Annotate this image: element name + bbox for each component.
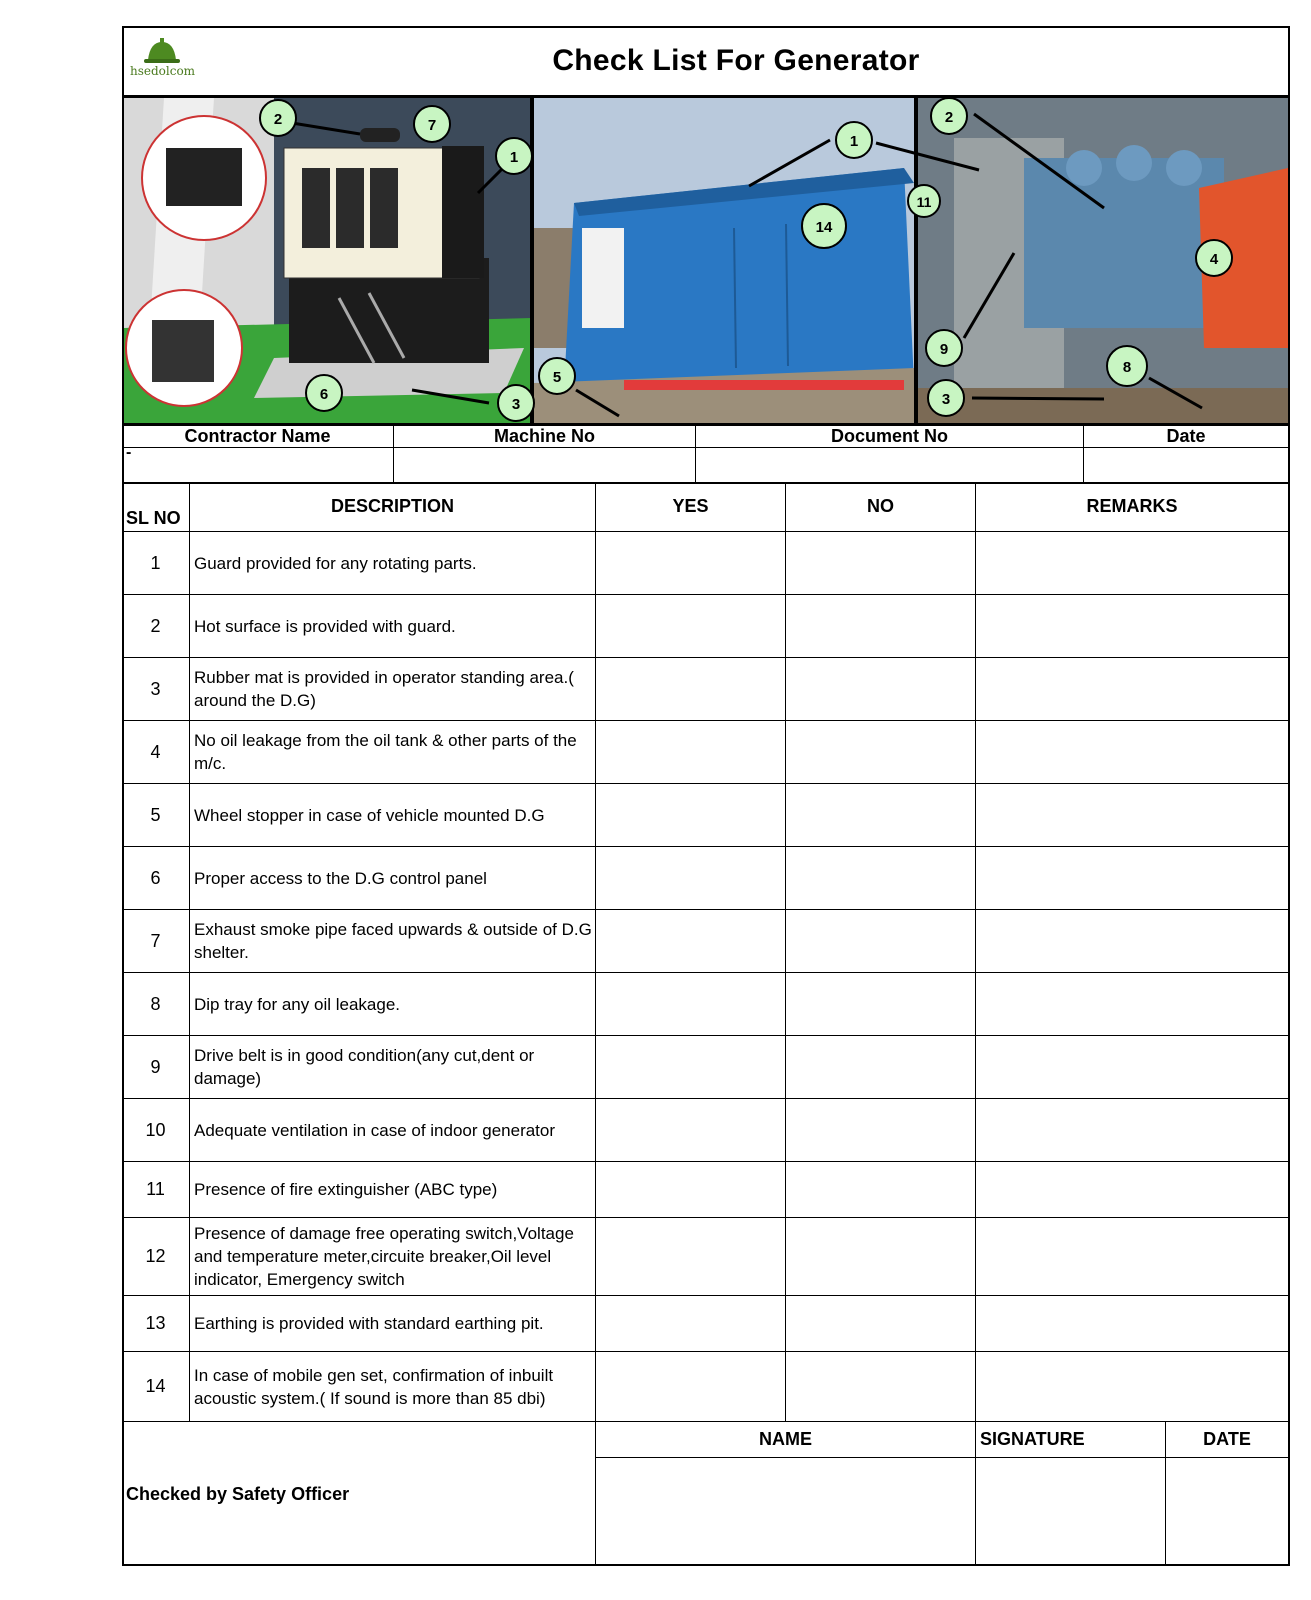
row-description: Earthing is provided with standard earthing pit. (190, 1296, 596, 1352)
row-no-cell[interactable] (786, 784, 976, 847)
marker-label: 11 (916, 194, 932, 210)
logo-text: hsedolcom (130, 64, 196, 78)
row-sl-no: 5 (122, 784, 190, 847)
row-no-cell[interactable] (786, 973, 976, 1036)
row-yes-cell[interactable] (596, 910, 786, 973)
row-sl-no: 6 (122, 847, 190, 910)
sl-no-header: SL NO (122, 484, 190, 532)
marker-label: 6 (319, 386, 329, 403)
row-remarks-cell[interactable] (976, 1099, 1288, 1162)
row-yes-cell[interactable] (596, 658, 786, 721)
row-description: Exhaust smoke pipe faced upwards & outside of D.G shelter. (190, 910, 596, 973)
row-remarks-cell[interactable] (976, 784, 1288, 847)
page-title: Check List For Generator (552, 43, 920, 77)
row-description: Presence of fire extinguisher (ABC type) (190, 1162, 596, 1218)
marker-label: 8 (1122, 359, 1132, 376)
row-sl-no: 13 (122, 1296, 190, 1352)
marker-label: 1 (849, 133, 859, 150)
footer-name-header: NAME (596, 1422, 976, 1458)
machine-no-field[interactable] (394, 448, 696, 484)
row-sl-no: 4 (122, 721, 190, 784)
row-yes-cell[interactable] (596, 532, 786, 595)
row-description: Rubber mat is provided in operator standing area.( around the D.G) (190, 658, 596, 721)
illustration-panel (124, 98, 532, 423)
row-sl-no: 10 (122, 1099, 190, 1162)
title-row (122, 26, 1290, 98)
row-remarks-cell[interactable] (976, 658, 1288, 721)
row-yes-cell[interactable] (596, 721, 786, 784)
document-no-field[interactable] (696, 448, 1084, 484)
row-remarks-cell[interactable] (976, 1296, 1288, 1352)
row-no-cell[interactable] (786, 1296, 976, 1352)
row-no-cell[interactable] (786, 658, 976, 721)
row-yes-cell[interactable] (596, 1352, 786, 1422)
row-yes-cell[interactable] (596, 847, 786, 910)
row-sl-no: 1 (122, 532, 190, 595)
exhaust-pipe (360, 128, 400, 142)
row-sl-no: 7 (122, 910, 190, 973)
row-no-cell[interactable] (786, 595, 976, 658)
row-description: Presence of damage free operating switch,Voltage and temperature meter,circuite breaker,Oil level indicator, Emergency switch (190, 1218, 596, 1296)
row-description: Wheel stopper in case of vehicle mounted D.G (190, 784, 596, 847)
logo (128, 32, 198, 92)
row-no-cell[interactable] (786, 1352, 976, 1422)
blue-generator-photo (534, 98, 944, 423)
machine-no-label: Machine No (394, 426, 696, 448)
row-yes-cell[interactable] (596, 1036, 786, 1099)
yes-header: YES (596, 484, 786, 532)
marker-label: 4 (1209, 251, 1219, 268)
row-remarks-cell[interactable] (976, 1162, 1288, 1218)
row-no-cell[interactable] (786, 910, 976, 973)
row-sl-no: 3 (122, 658, 190, 721)
contractor-name-label: Contractor Name (122, 426, 394, 448)
checked-by-label: Checked by Safety Officer (122, 1422, 596, 1566)
remarks-header: REMARKS (976, 484, 1288, 532)
row-yes-cell[interactable] (596, 1218, 786, 1296)
row-description: Proper access to the D.G control panel (190, 847, 596, 910)
row-yes-cell[interactable] (596, 973, 786, 1036)
row-remarks-cell[interactable] (976, 721, 1288, 784)
description-header: DESCRIPTION (190, 484, 596, 532)
row-sl-no: 8 (122, 973, 190, 1036)
row-no-cell[interactable] (786, 1162, 976, 1218)
row-no-cell[interactable] (786, 721, 976, 784)
marker-label: 14 (815, 219, 833, 236)
marker-label: 3 (511, 396, 521, 413)
row-sl-no: 12 (122, 1218, 190, 1296)
footer-signature-field[interactable] (976, 1458, 1166, 1566)
marker-label: 9 (939, 341, 949, 358)
marker-label: 2 (944, 109, 954, 126)
row-sl-no: 9 (122, 1036, 190, 1099)
marker-label: 2 (273, 111, 283, 128)
row-remarks-cell[interactable] (976, 847, 1288, 910)
row-remarks-cell[interactable] (976, 1218, 1288, 1296)
footer-name-field[interactable] (596, 1458, 976, 1566)
date-label: Date (1084, 426, 1288, 448)
row-yes-cell[interactable] (596, 1162, 786, 1218)
marker-label: 1 (509, 149, 519, 166)
row-no-cell[interactable] (786, 847, 976, 910)
no-header: NO (786, 484, 976, 532)
row-description: Drive belt is in good condition(any cut,dent or damage) (190, 1036, 596, 1099)
row-sl-no: 11 (122, 1162, 190, 1218)
footer-date-header: DATE (1166, 1422, 1288, 1458)
row-remarks-cell[interactable] (976, 910, 1288, 973)
row-no-cell[interactable] (786, 532, 976, 595)
row-yes-cell[interactable] (596, 784, 786, 847)
row-no-cell[interactable] (786, 1099, 976, 1162)
row-yes-cell[interactable] (596, 1099, 786, 1162)
row-remarks-cell[interactable] (976, 1352, 1288, 1422)
row-remarks-cell[interactable] (976, 532, 1288, 595)
row-sl-no: 14 (122, 1352, 190, 1422)
date-field[interactable] (1084, 448, 1288, 484)
contractor-name-field[interactable]: - (122, 448, 394, 484)
row-description: Adequate ventilation in case of indoor generator (190, 1099, 596, 1162)
row-no-cell[interactable] (786, 1036, 976, 1099)
marker-label: 7 (427, 117, 437, 134)
row-remarks-cell[interactable] (976, 595, 1288, 658)
row-remarks-cell[interactable] (976, 1036, 1288, 1099)
row-description: No oil leakage from the oil tank & other parts of the m/c. (190, 721, 596, 784)
row-description: Guard provided for any rotating parts. (190, 532, 596, 595)
row-description: Dip tray for any oil leakage. (190, 973, 596, 1036)
row-yes-cell[interactable] (596, 1296, 786, 1352)
marker-label: 3 (941, 391, 951, 408)
checklist-sheet (122, 26, 1290, 1566)
row-description: Hot surface is provided with guard. (190, 595, 596, 658)
footer-date-field[interactable] (1166, 1458, 1288, 1566)
document-no-label: Document No (696, 426, 1084, 448)
row-sl-no: 2 (122, 595, 190, 658)
marker-label: 5 (552, 369, 562, 386)
photo-strip (122, 98, 1290, 426)
row-yes-cell[interactable] (596, 595, 786, 658)
row-no-cell[interactable] (786, 1218, 976, 1296)
row-description: In case of mobile gen set, confirmation of inbuilt acoustic system.( If sound is more than 85 dbi) (190, 1352, 596, 1422)
footer-signature-header: SIGNATURE (976, 1422, 1166, 1458)
row-remarks-cell[interactable] (976, 973, 1288, 1036)
